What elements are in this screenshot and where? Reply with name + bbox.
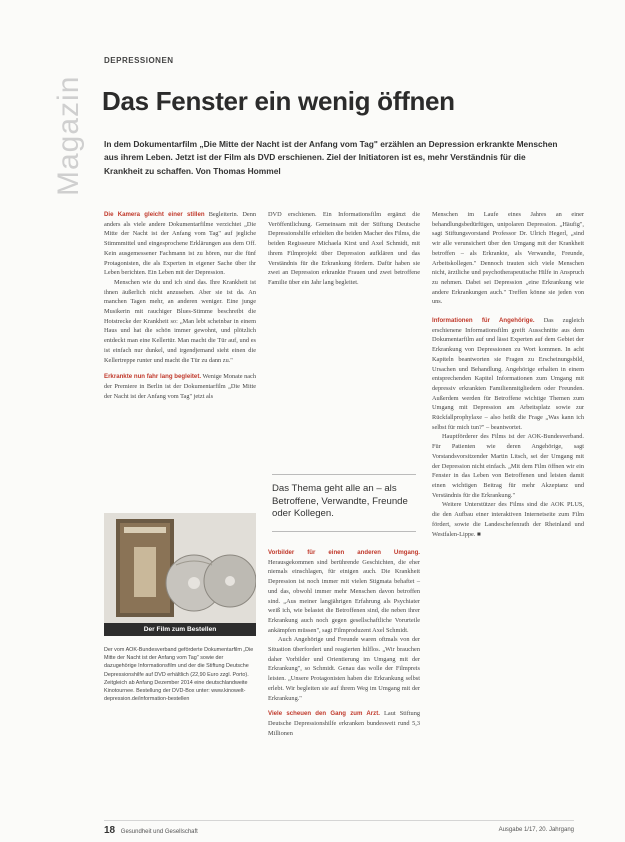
article-lead: In dem Dokumentarfilm „Die Mitte der Nacht ist der Anfang vom Tag" erzählen an Depression erkrankte Menschen aus ihrem Leben. Jetzt ist der Film als DVD erschienen. Ziel der Initiatoren ist es, mehr Verständnis für die Krankheit zu schaffen. Von Thomas Hommel <box>104 139 558 176</box>
paragraph: Weitere Unterstützer des Films sind die AOK PLUS, die den Aufbau einer interaktiven Internetseite zum Film fördert, sowie die Landeschefenrath der Rheinland und Westfalen-Lippe. ■ <box>432 501 584 538</box>
paragraph: Hauptförderer des Films ist der AOK-Bundesverband. Für Patienten wie deren Angehörige, sagt Vorstandsvorsitzender Martin Litsch, sei der Umgang mit der Depression nicht einfach. „Mit dem Film öffnen wir ein Fenster in das Leben von Betroffenen und leisten damit einen wichtigen Beitrag für mehr Akzeptanz und Verständnis für die Erkrankung." <box>432 433 584 499</box>
paragraph-heading: Die Kamera gleicht einer stillen <box>104 211 205 218</box>
kicker: DEPRESSIONEN <box>104 56 174 65</box>
paragraph-heading: Erkrankte nun fahr lang begleitet. <box>104 373 202 381</box>
page-number: 18 <box>104 825 116 836</box>
column-2 <box>268 210 420 288</box>
paragraph: Auch Angehörige und Freunde waren oftmals von der Situation überfordert und reagierten hilflos. „Wir brauchen daher Vorbilder und Orientierung im Umgang mit der Erkrankung", so Schmidt. Genau das wolle der Filmpreis leisten. „Unsere Protagonisten haben die Erkrankung selbst erlebt. Wir begleiten sie auf ihrem Weg im Umgang mit der Erkrankung." <box>268 636 420 702</box>
dvd-caption: Der Film zum Bestellen <box>104 623 256 636</box>
paragraph-text: Begleiterin. Denn anders als viele andere Dokumentarfilme verzichtet „Die Mitte der Nacht ist der Anfang vom Tag" auf jegliche Stimmmittel und eingesprochene Erklärungen aus dem Off. Kein ausgemessener Fachmann ist zu hören, nur die fünf Protagonisten, die als Experten in eigener Sache über ihr Leben berichten. Ein Leben mit der Depression. <box>104 211 256 277</box>
paragraph-text: Wenige Monate nach der Premiere in Berlin ist der Dokumentarfilm „Die Mitte der Nacht ist der Anfang vom Tag" jetzt als <box>104 373 256 400</box>
section-label: Magazin <box>52 75 85 196</box>
pull-quote: Das Thema geht alle an – als Betroffene, Verwandte, Freunde oder Kollegen. <box>272 474 416 532</box>
column-1 <box>104 210 256 401</box>
paragraph-text: Herausgekommen sind berührende Geschichten, die eher niemals einschlagen, für einigen auch. Die Krankheit Depression ist noch immer mit vielen Stigmata behaftet – und das, obwohl immer mehr Menschen davon betroffen sind. „Aus meiner langjährigen Erfahrung als Psychiater weiß ich, wie belastet die Betroffenen sind, die neben ihrer Erkrankung auch noch gegen gesellschaftliche Vorurteile ankämpfen müssen", sagt Filmproduzent Axel Schmidt. <box>268 558 420 634</box>
paragraph <box>432 316 584 432</box>
paragraph-heading: Vorbilder für einen anderen Umgang. <box>268 549 420 556</box>
column-2-lower <box>268 548 420 738</box>
paragraph: DVD erschienen. Ein Informationsfilm ergänzt die Veröffentlichung. Gemeinsam mit der Stiftung Deutsche Depressionshilfe erhielten die beiden Macher des Films, die beiden Regisseure Michaela Kirst und Axel Schmidt, mit ihrem Filmprojekt über Depression aufklären und das Verständnis für die Erkrankung fördern. Dafür haben sie zwei an Depression erkrankte Frauen und zwei betroffene Familie über ein Jahr lang begleitet. <box>268 211 420 286</box>
paragraph <box>104 210 256 278</box>
paragraph: Menschen wie du und ich sind das. Ihre Krankheit ist ihnen äußerlich nicht anzusehen. Aber sie ist da. An manchen Tagen mehr, an anderen weniger. Eine junge Musikerin mit rauchiger Blues-Stimme beschreibt die Hotstrecke der Krankheit so: „Man lebt scheinbar in einem Haus und hat die schön immer gewohnt, und plötzlich entdeckt man eine Kellertür. Man macht die Tür auf, und es ist einfach nur dunkel, und irgendjemand sieht einen die Kellertreppe runter und macht die Tür zu dann zu." <box>104 278 256 364</box>
dvd-photo <box>104 513 256 623</box>
paragraph <box>268 709 420 738</box>
page-footer <box>104 820 574 836</box>
paragraph: Menschen im Laufe eines Jahres an einer behandlungsbedürftigen, unipolaren Depression. „Häufig", sagt Stiftungsvorstand Professor Dr. Ulrich Hegerl, „sind wir alle verunsichert über den Umgang mit der Krankheit betroffen – als Erkrankte, als Verwandte, Freunde, Arbeitskollegen." Dennoch trauten sich viele Menschen nicht, ärztliche und psychotherapeutische Hilfe in Anspruch zu nehmen. Dabei sei Depression „eine Erkrankung wie andere Erkrankungen auch." Treffen könne sie jeden von uns. <box>432 211 584 306</box>
dvd-box-image <box>104 513 256 623</box>
footer-publication: Gesundheit und Gesellschaft <box>120 829 198 835</box>
column-3 <box>432 210 584 539</box>
paragraph-heading: Informationen für Angehörige. <box>432 317 535 325</box>
paragraph-heading: Viele scheuen den Gang zum Arzt. <box>268 710 380 718</box>
dvd-info: Der vom AOK-Bundesverband geförderte Dokumentarfilm „Die Mitte der Nacht ist der Anfang vom Tag" sowie der dazugehörige Informationsfilm und der die Stiftung Deutsche Depressionshilfe auf DVD erhältlich (22,90 Euro zzgl. Porto). Zeitgleich ab Anfang Dezember 2014 eine deutschlandweite Kinotournee. Bestellung der DVD-Box unter: www.kinowelt-depression.de/information-bestellen <box>104 647 254 703</box>
paragraph-text: Das zugleich erschienene Informationsfilm greift Ausschnitte aus dem Dokumentarfilm auf und lässt Experten auf dem Gebiet der Erkrankung von Depressionen zu Wort kommen. In acht Kapiteln beantworten sie Fragen zu Erscheinungsbild, Ursachen und Behandlung. Angehörige erhalten in einem entsprechenden Kapitel Informationen zum Umgang mit depressiv erkrankten Familienmitgliedern oder Freunden. Außerdem werden für Betroffene wichtige Themen zum Umgang mit Depression am Arbeitsplatz sowie zur Rückfallprophylaxe – also heißt die Frage „Was kann ich selbst für mich tun?" – beantwortet. <box>432 317 584 431</box>
article-title: Das Fenster ein wenig öffnen <box>102 86 455 116</box>
footer-issue: Ausgabe 1/17, 20. Jahrgang <box>498 827 574 833</box>
paragraph-text: Laut Stiftung Deutsche Depressionshilfe erkranken bundesweit rund 5,3 Millionen <box>268 710 421 737</box>
paragraph <box>268 548 420 635</box>
paragraph <box>104 372 256 401</box>
